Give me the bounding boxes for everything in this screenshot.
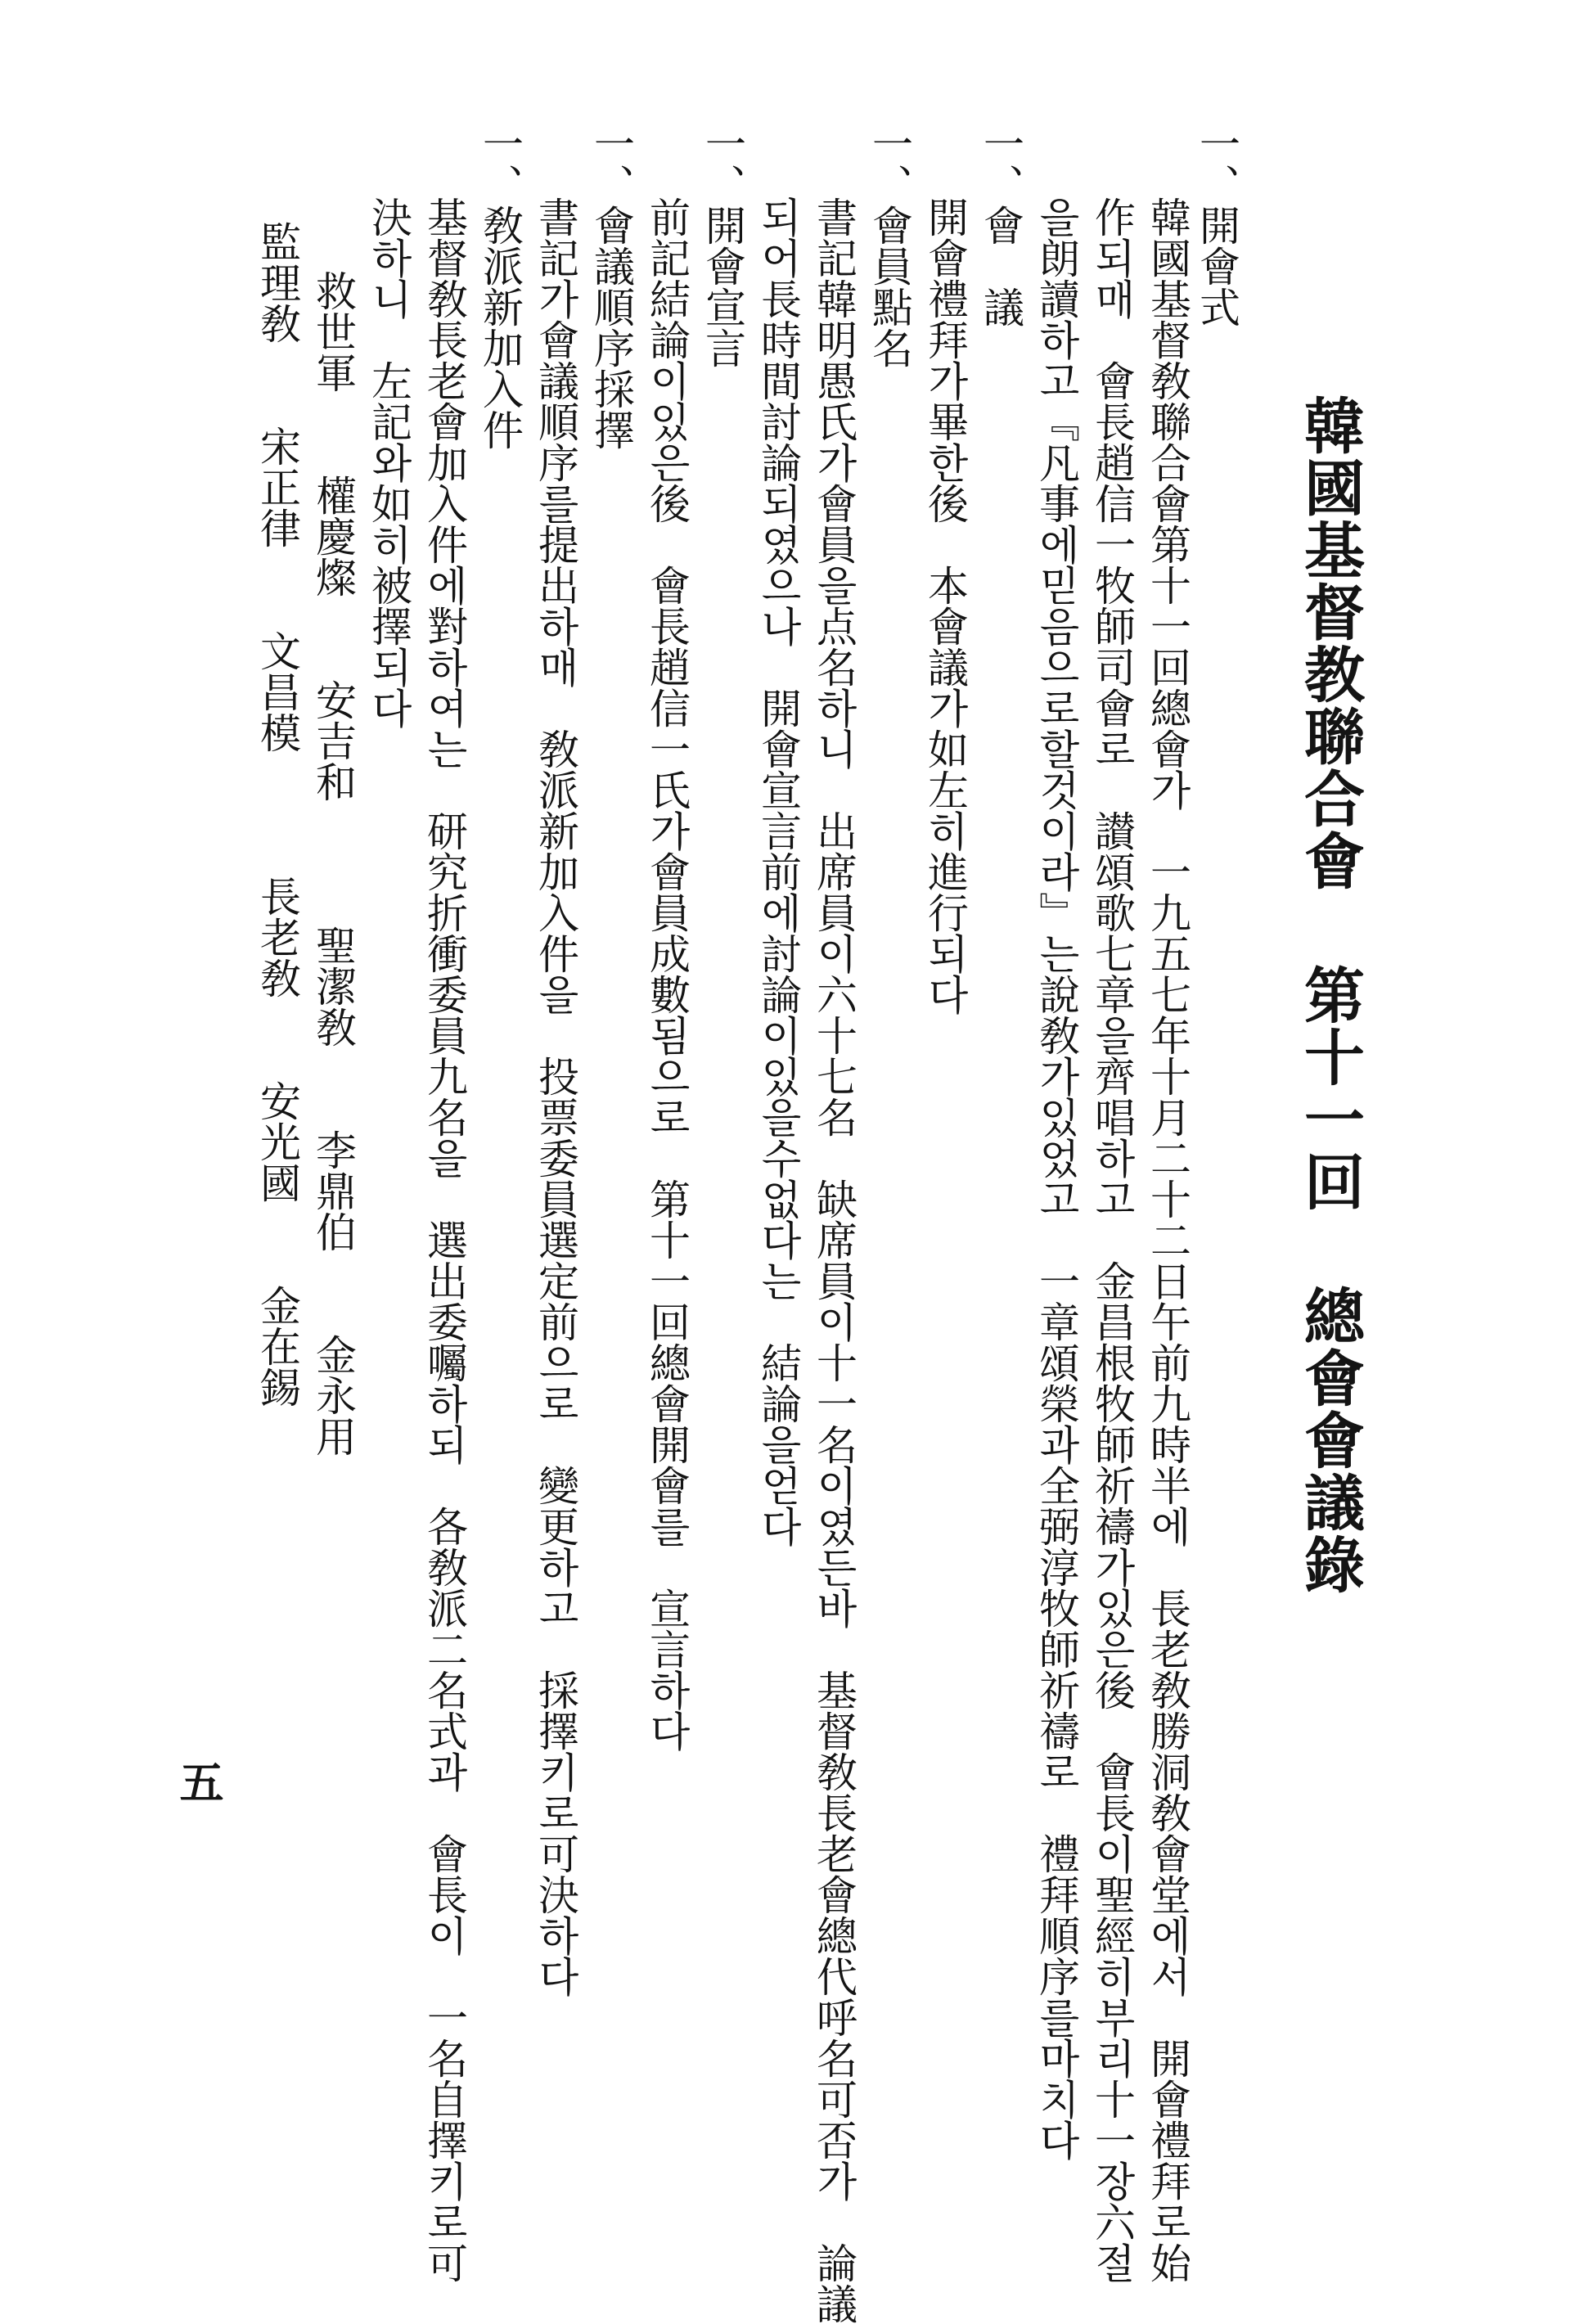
- text-column: 韓國基督敎聯合會第十一回總會가 一九五七年十月二十二日午前九時半에 長老敎勝洞敎會堂에서 開會禮拜로始: [1144, 196, 1191, 2283]
- committee-list-row: 救世軍 權慶燦 安吉和 聖潔敎 李鼎伯 金永用: [309, 270, 357, 1457]
- text-column: 書記가會議順序를提出하매 敎派新加入件을 投票委員選定前으로 變更하고 採擇키로可決하다: [532, 196, 579, 1997]
- page-number: 五: [173, 1759, 225, 1804]
- section-heading-meeting: 一、會 議: [977, 123, 1024, 327]
- committee-list-row: 監理敎 宋正律 文昌模 長老敎 安光國 金在錫: [254, 221, 301, 1407]
- text-column: 決하니 左記와如히被擇되다: [365, 196, 412, 728]
- text-column: 되어長時間討論되였으나 開會宣言前에討論이있을수없다는 結論을얻다: [754, 196, 802, 1547]
- document-title: 韓國基督教聯合會 第十一回 總會會議錄: [1294, 394, 1365, 1596]
- text-column: 基督敎長老會加入件에對하여는 研究折衝委員九名을 選出委囑하되 各敎派二名式과 會長이 一名自擇키로可: [421, 196, 468, 2283]
- text-column: 作되매 會長趙信一牧師司會로 讃頌歌七章을齊唱하고 金昌根牧師祈禱가있은後 會長이聖經히부리十一장六절: [1088, 196, 1136, 2283]
- section-heading-roll-call: 一、會員點名: [866, 123, 913, 368]
- section-heading-opening-ceremony: 一、開會式: [1193, 123, 1240, 327]
- section-heading-opening-declaration: 一、開會宣言: [699, 123, 746, 368]
- text-column: 前記結論이있은後 會長趙信一氏가會員成數됨으로 第十一回總會開會를 宣言하다: [643, 196, 691, 1751]
- section-heading-new-denomination: 一、敎派新加入件: [476, 123, 524, 450]
- text-column: 書記韓明愚氏가會員을点名하니 出席員이六十七名 缺席員이十一名이였든바 基督敎長老會總代呼名可否가 論議: [810, 196, 858, 2324]
- section-heading-agenda-adoption: 一、會議順序採擇: [587, 123, 635, 450]
- text-column: 開會禮拜가畢한後 本會議가如左히進行되다: [921, 196, 969, 1015]
- text-column: 을朗讀하고『凡事에믿음으로할것이라』는說敎가있었고 一章頌榮과全弼淳牧師祈禱로 禮拜順序를마치다: [1033, 196, 1080, 2160]
